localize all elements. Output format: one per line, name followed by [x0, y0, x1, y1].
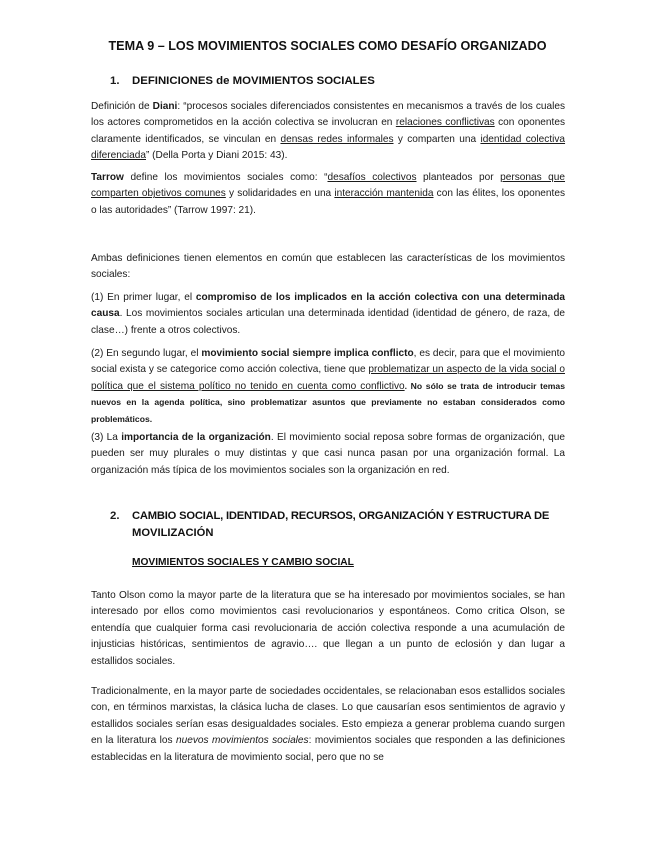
underlined-term: interacción mantenida: [334, 188, 434, 200]
text: (1) En primer lugar, el: [91, 292, 196, 303]
section-1-number: 1.: [110, 75, 120, 87]
text: (2) En segundo lugar, el: [91, 348, 202, 359]
subsection-heading: MOVIMIENTOS SOCIALES Y CAMBIO SOCIAL: [132, 557, 354, 568]
text: planteados por: [416, 172, 501, 183]
text: con las élites, los oponentes o las autoridades” (Tarrow 1997: 21).: [91, 188, 565, 216]
author-tarrow: Tarrow: [91, 172, 124, 183]
bold-phrase: movimiento social siempre implica conflicto: [201, 348, 414, 359]
small-bold-text: . No sólo se trata de introducir temas nuevos en la agenda política, sino problematizar asuntos que previamente no estaban considerados como problemáticos.: [91, 380, 565, 424]
underlined-term: relaciones conflictivas: [395, 117, 495, 129]
bold-phrase: compromiso de los implicados en la acción colectiva con una determinada causa: [91, 292, 565, 320]
underlined-term: problematizar un aspecto de la vida social o política que el sistema político no tenido en cuenta como conflictivo: [91, 364, 565, 392]
underlined-term: densas redes informales: [280, 133, 394, 145]
text: : movimientos sociales que responden a las definiciones establecidas en la literatura de movimiento social, pero que no se: [91, 735, 565, 763]
paragraph-tarrow-definition: [91, 170, 565, 219]
underlined-term: personas que comparten objetivos comunes: [91, 172, 566, 200]
italic-term: nuevos movimientos sociales: [176, 735, 309, 747]
section-1-heading: DEFINICIONES de MOVIMIENTOS SOCIALES: [132, 75, 375, 87]
text: . Los movimientos sociales articulan una determinada identidad (identidad de género, de raza, de clase…) frente a otros colectivos.: [91, 308, 565, 336]
section-2-number: 2.: [110, 510, 120, 522]
paragraph-diani-definition: [91, 99, 565, 165]
text: , es decir, para que el movimiento social exista y se categorice como acción colectiva, tiene que: [91, 348, 565, 376]
text: define los movimientos sociales como: “: [123, 172, 328, 183]
text: . El movimiento social reposa sobre formas de organización, que pueden ser muy plurales o muy distintas y que casi nunca pasan por una organización formal. La organización más típica de los movimientos sociales son la organización en red.: [91, 432, 565, 476]
page-title: TEMA 9 – LOS MOVIMIENTOS SOCIALES COMO DESAFÍO ORGANIZADO: [108, 39, 547, 53]
paragraph-point-1: [91, 290, 565, 339]
text: ” (Della Porta y Diani 2015: 43).: [146, 150, 288, 162]
text: y solidaridades en una: [225, 188, 335, 200]
underlined-term: identidad colectiva diferenciada: [91, 133, 566, 162]
bold-phrase: importancia de la organización: [121, 432, 271, 443]
text: : “procesos sociales diferenciados consistentes en mecanismos a través de los cuales los actores comprometidos en la acción colectiva se involucran en: [91, 101, 565, 129]
paragraph-common-elements: Ambas definiciones tienen elementos en común que establecen las características de los movimientos sociales:: [91, 253, 565, 281]
text: (3) La: [91, 432, 122, 443]
text: Definición de: [91, 101, 153, 112]
paragraph-point-3: [91, 430, 565, 479]
section-2-heading-line-2: MOVILIZACIÓN: [132, 527, 214, 539]
text: con oponentes claramente identificados, se vinculan en: [91, 117, 565, 145]
paragraph-point-2: [91, 346, 565, 428]
author-diani: Diani: [152, 101, 178, 112]
paragraph-traditionally: [91, 684, 565, 766]
text: y comparten una: [393, 133, 481, 145]
paragraph-olson: Tanto Olson como la mayor parte de la literatura que se ha interesado por movimientos sociales, se han interesado por ellos como movimientos casi revolucionarios y espontáneos. Como critica Olson, se entendía que cualquier forma casi revolucionaria de acción colectiva responde a una acumulación de injusticias históricas, sentimientos de agravio…. que llegan a un punto de eclosión y dan lugar a estallidos sociales.: [91, 590, 565, 667]
underlined-term: desafíos colectivos: [327, 172, 417, 183]
text: Tradicionalmente, en la mayor parte de sociedades occidentales, se relacionaban esos estallidos sociales con, en términos marxistas, la clásica lucha de clases. Lo que causarían esos sentimientos de agravio y estallidos sociales serían esas desigualdades sociales. Esto empieza a generar problema cuando surgen en la literatura los: [91, 686, 565, 747]
section-2-heading-line-1: CAMBIO SOCIAL, IDENTIDAD, RECURSOS, ORGANIZACIÓN Y ESTRUCTURA DE: [132, 510, 550, 522]
